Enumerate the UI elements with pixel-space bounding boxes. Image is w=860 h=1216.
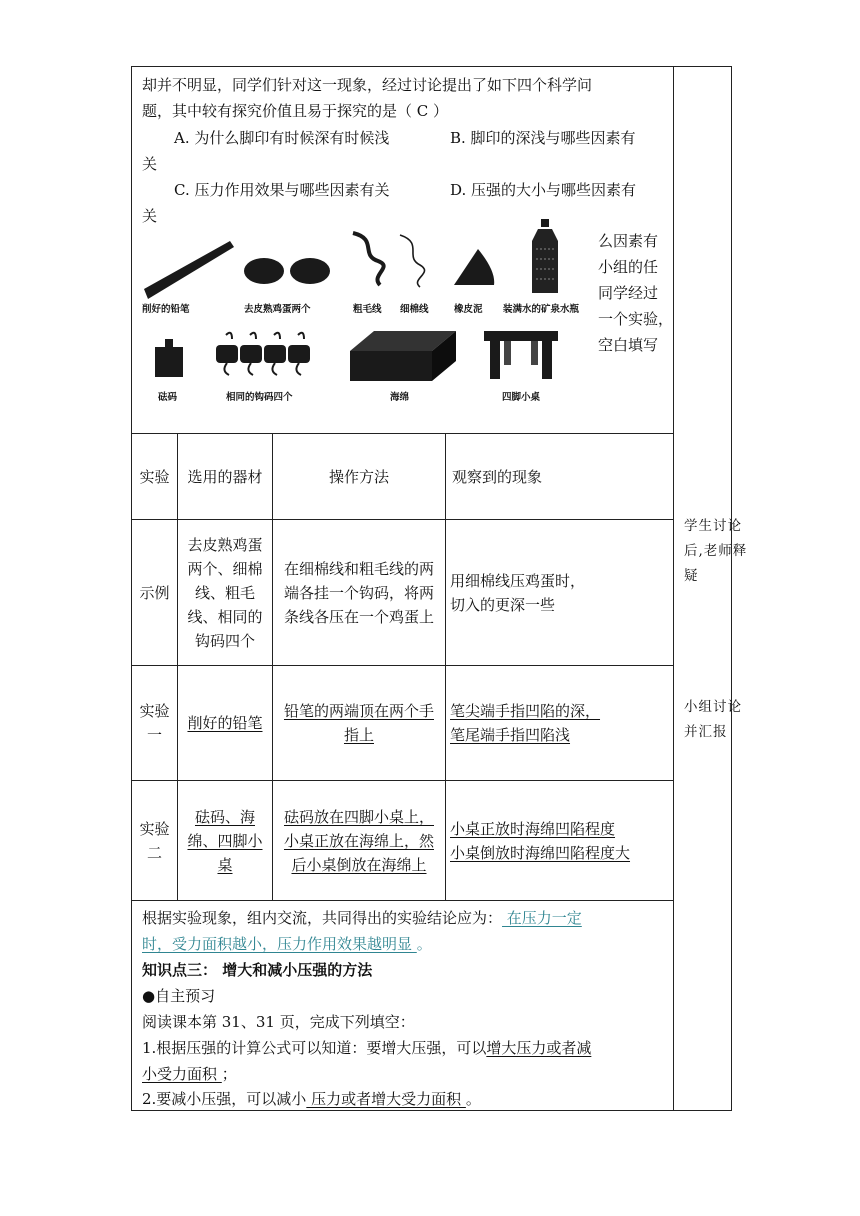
equipment-figure	[138, 219, 598, 435]
lesson-table	[131, 66, 748, 1111]
bottle-shape	[541, 219, 549, 227]
caption-hook-weights: 相同的钩码四个	[226, 392, 293, 403]
row-materials: 去皮熟鸡蛋两个、细棉线、粗毛线、相同的钩码四个	[178, 520, 273, 666]
reading-instruction: 阅读课本第 31、31 页，完成下列填空：	[142, 1013, 415, 1031]
row-label: 示例	[132, 520, 178, 666]
row-materials: 砝码、海绵、四脚小桌	[178, 781, 273, 901]
pencil-shape	[144, 241, 234, 299]
row-observation: 小桌正放时海绵凹陷程度 小桌倒放时海绵凹陷程度大	[446, 781, 674, 901]
conclusion-line-2: 时，受力面积越小，压力作用效果越明显 。	[142, 935, 432, 953]
fill-item-2: 2.要减小压强，可以减小 压力或者增大受力面积 。	[142, 1090, 481, 1108]
header-experiment: 实验	[132, 434, 178, 520]
table-row	[132, 666, 673, 781]
main-column	[132, 67, 674, 1110]
row-observation: 笔尖端手指凹陷的深， 笔尾端手指凹陷浅	[446, 666, 674, 781]
question-line-2: 题，其中较有探究价值且易于探究的是（ C ）	[142, 102, 449, 120]
fill-item-1-cont: 小受力面积 ；	[142, 1065, 237, 1083]
wrap-text-4: 一个实验，	[598, 310, 674, 328]
header-materials: 选用的器材	[178, 434, 273, 520]
row-label: 实验二	[132, 781, 178, 901]
wrap-text-3: 同学经过	[598, 284, 659, 302]
side-column	[674, 67, 748, 1110]
question-line-1: 却并不明显，同学们针对这一现象，经过讨论提出了如下四个科学问	[142, 76, 593, 94]
self-preview: ●自主预习	[142, 987, 216, 1005]
thick-yarn-shape	[353, 233, 384, 285]
plasticine-shape	[454, 249, 494, 285]
option-d-cont: 关	[142, 207, 158, 225]
wrap-text-5: 空白填写	[598, 336, 659, 354]
option-c: C. 压力作用效果与哪些因素有关	[174, 181, 390, 199]
table-shape	[484, 331, 558, 341]
caption-weight: 砝码	[158, 392, 178, 403]
row-method: 在细棉线和粗毛线的两端各挂一个钩码，将两条线各压在一个鸡蛋上	[273, 520, 446, 666]
table-row	[132, 520, 673, 666]
option-b-cont: 关	[142, 155, 158, 173]
wrap-text-2: 小组的任	[598, 258, 659, 276]
fill-answer: 压力或者增大受力面积	[306, 1090, 466, 1108]
row-observation: 用细棉线压鸡蛋时， 切入的更深一些	[446, 520, 674, 666]
caption-bottle: 装满水的矿泉水瓶	[503, 304, 580, 315]
table-row	[132, 781, 673, 901]
side-note-1: 学生讨论后,老师释疑	[684, 518, 748, 584]
caption-table: 四脚小桌	[502, 392, 541, 403]
option-a: A. 为什么脚印有时候深有时候浅	[174, 129, 390, 147]
egg-shape	[290, 258, 330, 284]
row-method: 铅笔的两端顶在两个手指上	[273, 666, 446, 781]
header-method: 操作方法	[273, 434, 446, 520]
conclusion-answer: 在压力一定	[502, 909, 582, 927]
conclusion-answer: 时，受力面积越小，压力作用效果越明显	[142, 935, 417, 953]
experiment-table	[132, 433, 673, 901]
thin-thread-shape	[400, 235, 425, 287]
weight-shape	[155, 347, 183, 377]
option-d: D. 压强的大小与哪些因素有	[450, 181, 637, 199]
row-label: 实验一	[132, 666, 178, 781]
row-materials: 削好的铅笔	[178, 666, 273, 781]
caption-thick-yarn: 粗毛线	[353, 304, 382, 315]
fill-answer: 小受力面积	[142, 1065, 222, 1083]
fill-item-1: 1.根据压强的计算公式可以知道：要增大压强，可以增大压力或者减	[142, 1039, 592, 1057]
caption-pencil: 削好的铅笔	[142, 304, 190, 315]
row-method: 砝码放在四脚小桌上，小桌正放在海绵上，然后小桌倒放在海绵上	[273, 781, 446, 901]
caption-sponge: 海绵	[390, 392, 410, 403]
caption-eggs: 去皮熟鸡蛋两个	[244, 304, 311, 315]
header-observation: 观察到的现象	[446, 434, 674, 520]
egg-shape	[244, 258, 284, 284]
side-note-2: 小组讨论并汇报	[684, 699, 742, 740]
section-title: 知识点三： 增大和减小压强的方法	[142, 961, 373, 979]
fill-answer: 增大压力或者减	[486, 1039, 592, 1057]
caption-plasticine: 橡皮泥	[454, 304, 483, 315]
bottle-shape	[532, 229, 558, 293]
table-header-row	[132, 434, 673, 520]
wrap-text-1: 么因素有	[598, 232, 659, 250]
caption-thin-thread: 细棉线	[400, 304, 429, 315]
option-b: B. 脚印的深浅与哪些因素有	[450, 129, 636, 147]
weight-shape	[165, 339, 173, 347]
conclusion-line-1: 根据实验现象，组内交流，共同得出的实验结论应为： 在压力一定	[142, 909, 582, 927]
hook-weights-shape	[216, 333, 310, 375]
